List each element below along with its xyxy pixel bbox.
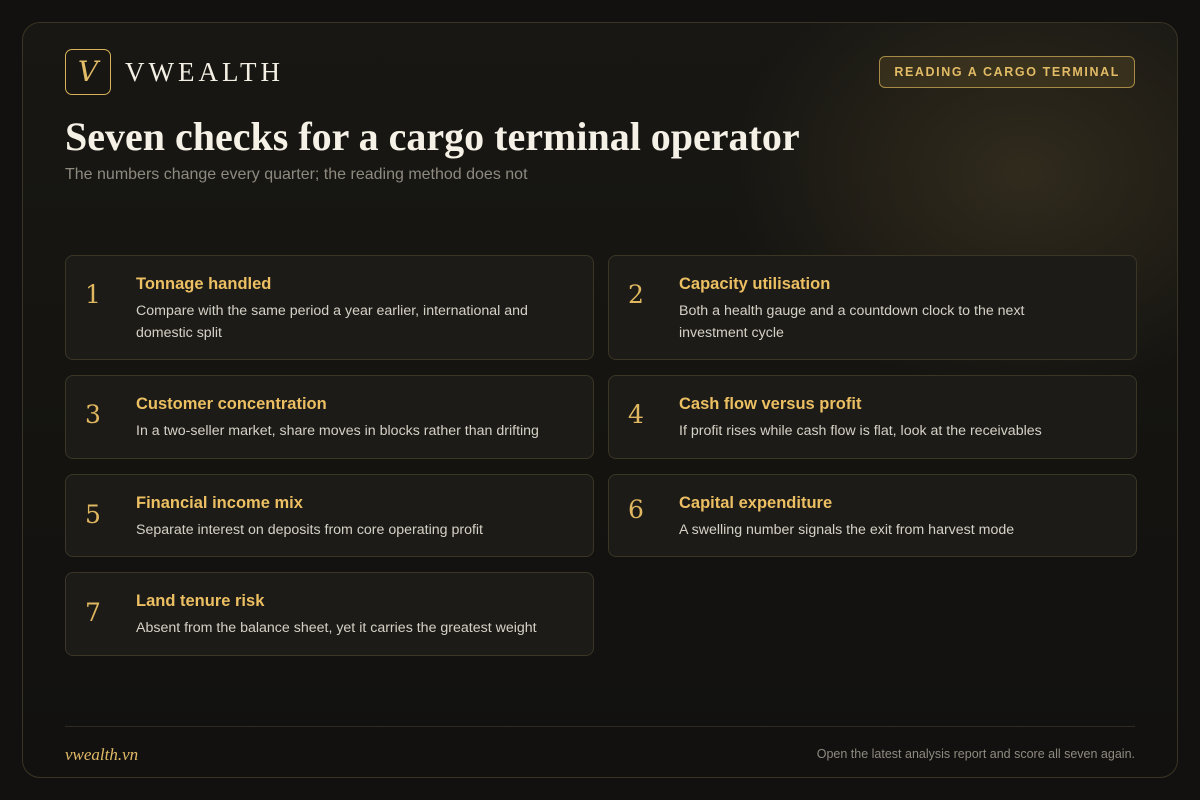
check-title: Capital expenditure <box>679 494 833 512</box>
check-title: Tonnage handled <box>136 275 272 293</box>
check-number: 3 <box>85 400 101 429</box>
check-number: 1 <box>85 280 101 309</box>
check-number: 7 <box>85 598 101 627</box>
check-card-5 <box>65 474 594 557</box>
check-card-3 <box>65 375 594 459</box>
page-subtitle: The numbers change every quarter; the reading method does not <box>65 166 528 183</box>
check-number: 6 <box>628 495 644 524</box>
check-title: Capacity utilisation <box>679 275 831 293</box>
check-description: Compare with the same period a year earlier, international and domestic split <box>136 303 528 341</box>
check-card-6 <box>608 474 1137 557</box>
header <box>65 49 1135 97</box>
check-title: Customer concentration <box>136 395 327 413</box>
check-card-2 <box>608 255 1137 360</box>
logo-letter: V <box>77 55 99 88</box>
check-number: 2 <box>628 280 644 309</box>
check-description: Both a health gauge and a countdown clock to the next investment cycle <box>679 303 1025 341</box>
check-title: Cash flow versus profit <box>679 395 862 413</box>
check-number: 5 <box>85 500 101 529</box>
check-description: In a two-seller market, share moves in blocks rather than drifting <box>136 423 539 439</box>
check-description: Absent from the balance sheet, yet it carries the greatest weight <box>136 620 537 636</box>
topic-badge: READING A CARGO TERMINAL <box>879 56 1135 88</box>
footer-site: vwealth.vn <box>65 745 139 764</box>
footer-note: Open the latest analysis report and score all seven again. <box>816 747 1135 761</box>
page-title: Seven checks for a cargo terminal operator <box>65 114 800 159</box>
check-card-7 <box>65 572 594 656</box>
check-description: If profit rises while cash flow is flat, look at the receivables <box>679 423 1042 439</box>
check-description: Separate interest on deposits from core operating profit <box>136 522 483 538</box>
check-title: Financial income mix <box>136 494 303 512</box>
check-title: Land tenure risk <box>136 592 265 610</box>
check-card-1 <box>65 255 594 360</box>
check-description: A swelling number signals the exit from harvest mode <box>679 522 1015 538</box>
vwealth-logo <box>65 49 111 95</box>
check-number: 4 <box>628 400 644 429</box>
check-card-4 <box>608 375 1137 459</box>
infographic-card <box>22 22 1178 778</box>
brand-name: VWEALTH <box>125 57 284 87</box>
footer-divider <box>65 726 1135 727</box>
